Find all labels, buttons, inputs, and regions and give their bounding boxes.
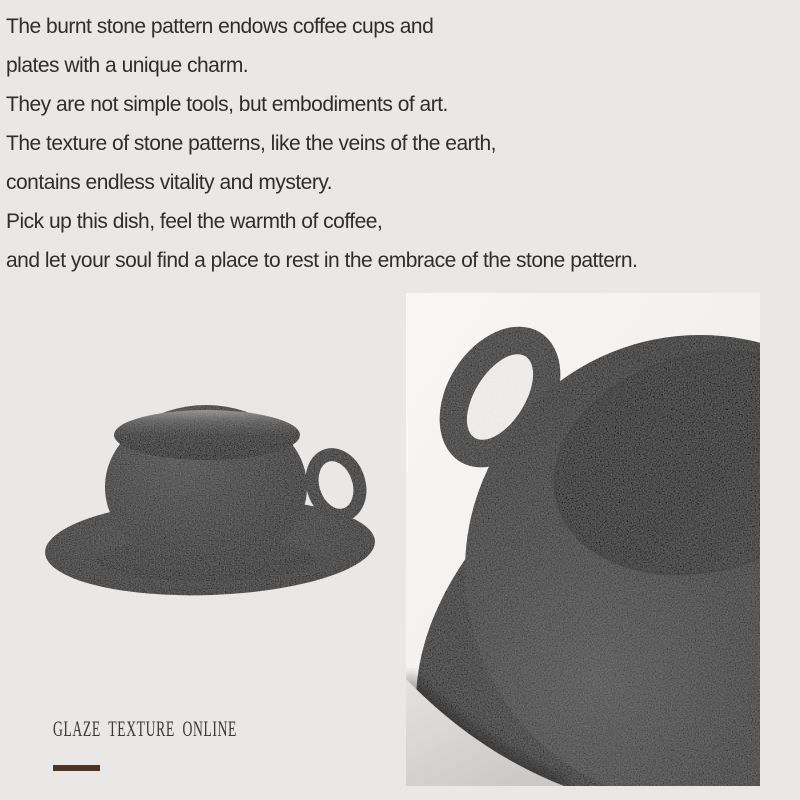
description-line: Pick up this dish, feel the warmth of coffee,	[6, 210, 383, 233]
product-photo-cup-and-saucer	[28, 388, 390, 610]
cup-closeup-illustration	[406, 293, 760, 786]
product-description	[6, 7, 798, 280]
description-line: contains endless vitality and mystery.	[6, 171, 333, 194]
cup-opening-shape	[114, 410, 300, 460]
description-line: plates with a unique charm.	[6, 54, 249, 77]
cup-saucer-illustration	[28, 388, 390, 610]
description-line: They are not simple tools, but embodiments of art.	[6, 93, 448, 116]
brand-accent-bar	[53, 765, 100, 771]
description-line: and let your soul find a place to rest in the embrace of the stone pattern.	[6, 249, 638, 272]
description-line: The burnt stone pattern endows coffee cups and	[6, 15, 434, 38]
brand-signature	[53, 716, 350, 742]
description-line: The texture of stone patterns, like the veins of the earth,	[6, 132, 496, 155]
brand-name: GLAZE TEXTURE ONLINE	[53, 716, 237, 741]
product-photo-closeup	[406, 293, 760, 786]
